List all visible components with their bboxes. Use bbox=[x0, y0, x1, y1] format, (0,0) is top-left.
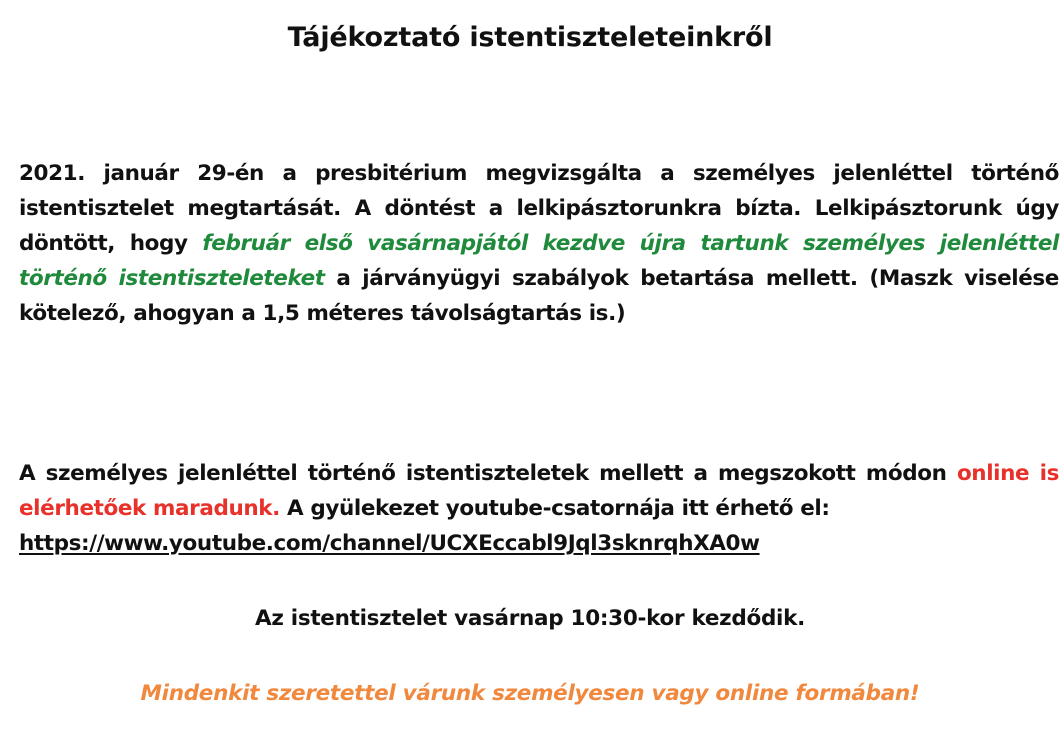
service-start-time: Az istentisztelet vasárnap 10:30-kor kezdődik. bbox=[255, 606, 805, 631]
online-availability-highlight: online is elérhetőek maradunk. bbox=[19, 461, 1059, 521]
page-title: Tájékoztató istentiszteleteinkről bbox=[287, 22, 773, 53]
youtube-channel-text: A gyülekezet youtube-csatornája itt érhető el: bbox=[279, 496, 830, 521]
closing-invitation: Mindenkit szeretettel várunk személyesen vagy online formában! bbox=[140, 681, 920, 706]
decision-text: 2021. január 29-én a presbitérium megvizsgálta a személyes jelenléttel történő istentisztelet megtartását. A döntést a lelkipásztorunkra bízta. Lelkipásztorunk úgy döntött, hogy bbox=[19, 161, 1059, 256]
in-person-service-highlight: február első vasárnapjától kezdve újra tartunk személyes jelenléttel történő istentiszteleteket bbox=[19, 231, 1059, 291]
online-intro-text: A személyes jelenléttel történő istentiszteletek mellett a megszokott módon bbox=[19, 461, 957, 486]
rules-text: a járványügyi szabályok betartása mellett. (Maszk viselése kötelező, ahogyan a 1,5 méteres távolságtartás is.) bbox=[19, 266, 1059, 326]
online-availability-paragraph bbox=[19, 456, 1059, 561]
youtube-channel-link[interactable]: https://www.youtube.com/channel/UCXEccabl9Jql3sknrqhXA0w bbox=[19, 531, 760, 556]
presbytery-decision-paragraph bbox=[19, 156, 1059, 331]
